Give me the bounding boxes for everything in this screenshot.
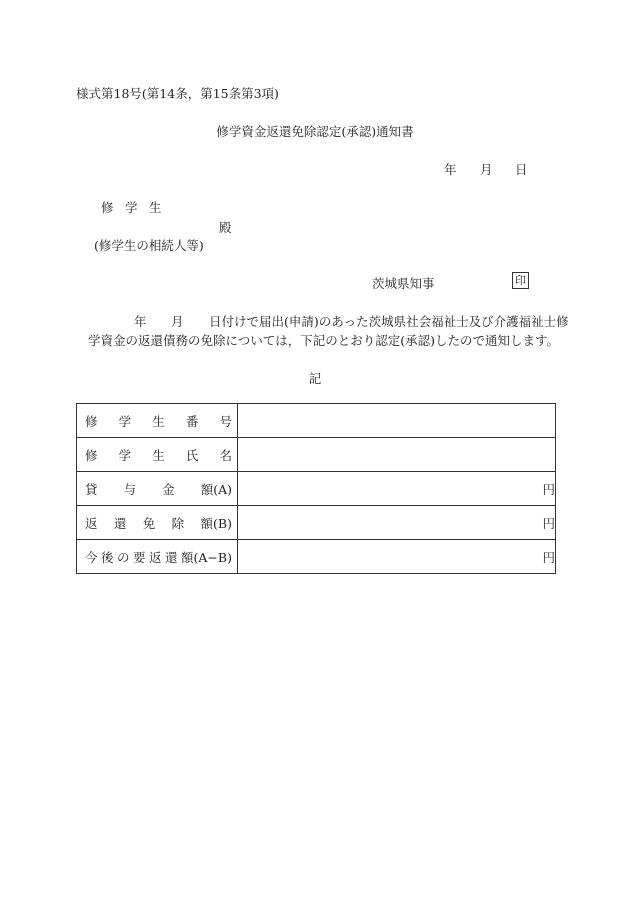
- label-char: 免: [142, 515, 156, 531]
- date-day-label: 日: [515, 162, 528, 177]
- body-line-2: 学資金の返還債務の免除については，下記のとおり認定(承認)したので通知します。: [88, 333, 560, 348]
- label-char: 還: [113, 515, 127, 531]
- remaining-repayment-field[interactable]: 円: [238, 540, 556, 574]
- row-label: [77, 438, 238, 472]
- table-row: [77, 506, 556, 540]
- addressee-char: 学: [125, 200, 138, 215]
- issuer-name: 茨城県知事: [372, 276, 435, 291]
- seal-mark: 印: [512, 272, 529, 289]
- label-char: 番: [185, 413, 199, 429]
- body-line-1: [134, 312, 569, 330]
- table-row: [77, 472, 556, 506]
- label-char: 与: [123, 481, 137, 497]
- row-label: [77, 404, 238, 438]
- label-char: 号: [219, 413, 232, 429]
- table-row: [77, 540, 556, 574]
- table-row: [77, 438, 556, 472]
- body-year-label: 年: [134, 314, 147, 329]
- label-char: 氏: [185, 447, 199, 463]
- row-label: [77, 506, 238, 540]
- label-char: 還: [165, 549, 178, 565]
- label-char: 生: [152, 413, 165, 429]
- row-label: [77, 472, 238, 506]
- addressee-honorific: 殿: [219, 220, 232, 235]
- label-char: 返: [85, 515, 98, 531]
- table-row: [77, 404, 556, 438]
- exemption-amount-field[interactable]: 円: [238, 506, 556, 540]
- label-char: 額(A−B): [181, 549, 232, 565]
- detail-table: [76, 403, 556, 574]
- loan-amount-field[interactable]: 円: [238, 472, 556, 506]
- date-month-label: 月: [480, 162, 493, 177]
- label-char: 額(B): [200, 515, 232, 531]
- label-char: 学: [118, 413, 132, 429]
- label-char: 修: [85, 413, 98, 429]
- document-title: 修学資金返還免除認定(承認)通知書: [216, 124, 414, 139]
- label-char: 後: [101, 549, 114, 565]
- label-char: 今: [85, 549, 98, 565]
- label-char: 学: [118, 447, 132, 463]
- form-number: 様式第18号(第14条，第15条第3項): [76, 86, 279, 101]
- addressee-char: 生: [149, 200, 162, 215]
- addressee-label: [101, 198, 173, 216]
- addressee-char: 修: [101, 200, 114, 215]
- label-char: 貸: [85, 481, 98, 497]
- label-char: の: [117, 549, 130, 565]
- label-char: 生: [152, 447, 165, 463]
- row-label: [77, 540, 238, 574]
- label-char: 額(A): [200, 481, 232, 497]
- heir-note: (修学生の相続人等): [94, 238, 204, 253]
- body-line-1-text: 日付けで届出(申請)のあった茨城県社会福祉士及び介護福祉士修: [209, 314, 569, 329]
- label-char: 金: [162, 481, 175, 497]
- date-year-label: 年: [444, 162, 457, 177]
- label-char: 修: [85, 447, 98, 463]
- body-month-label: 月: [171, 314, 184, 329]
- label-char: 除: [171, 515, 185, 531]
- student-name-field[interactable]: [238, 438, 556, 472]
- ki-heading: 記: [308, 371, 322, 386]
- label-char: 返: [149, 549, 162, 565]
- student-number-field[interactable]: [238, 404, 556, 438]
- label-char: 要: [133, 549, 146, 565]
- label-char: 名: [219, 447, 232, 463]
